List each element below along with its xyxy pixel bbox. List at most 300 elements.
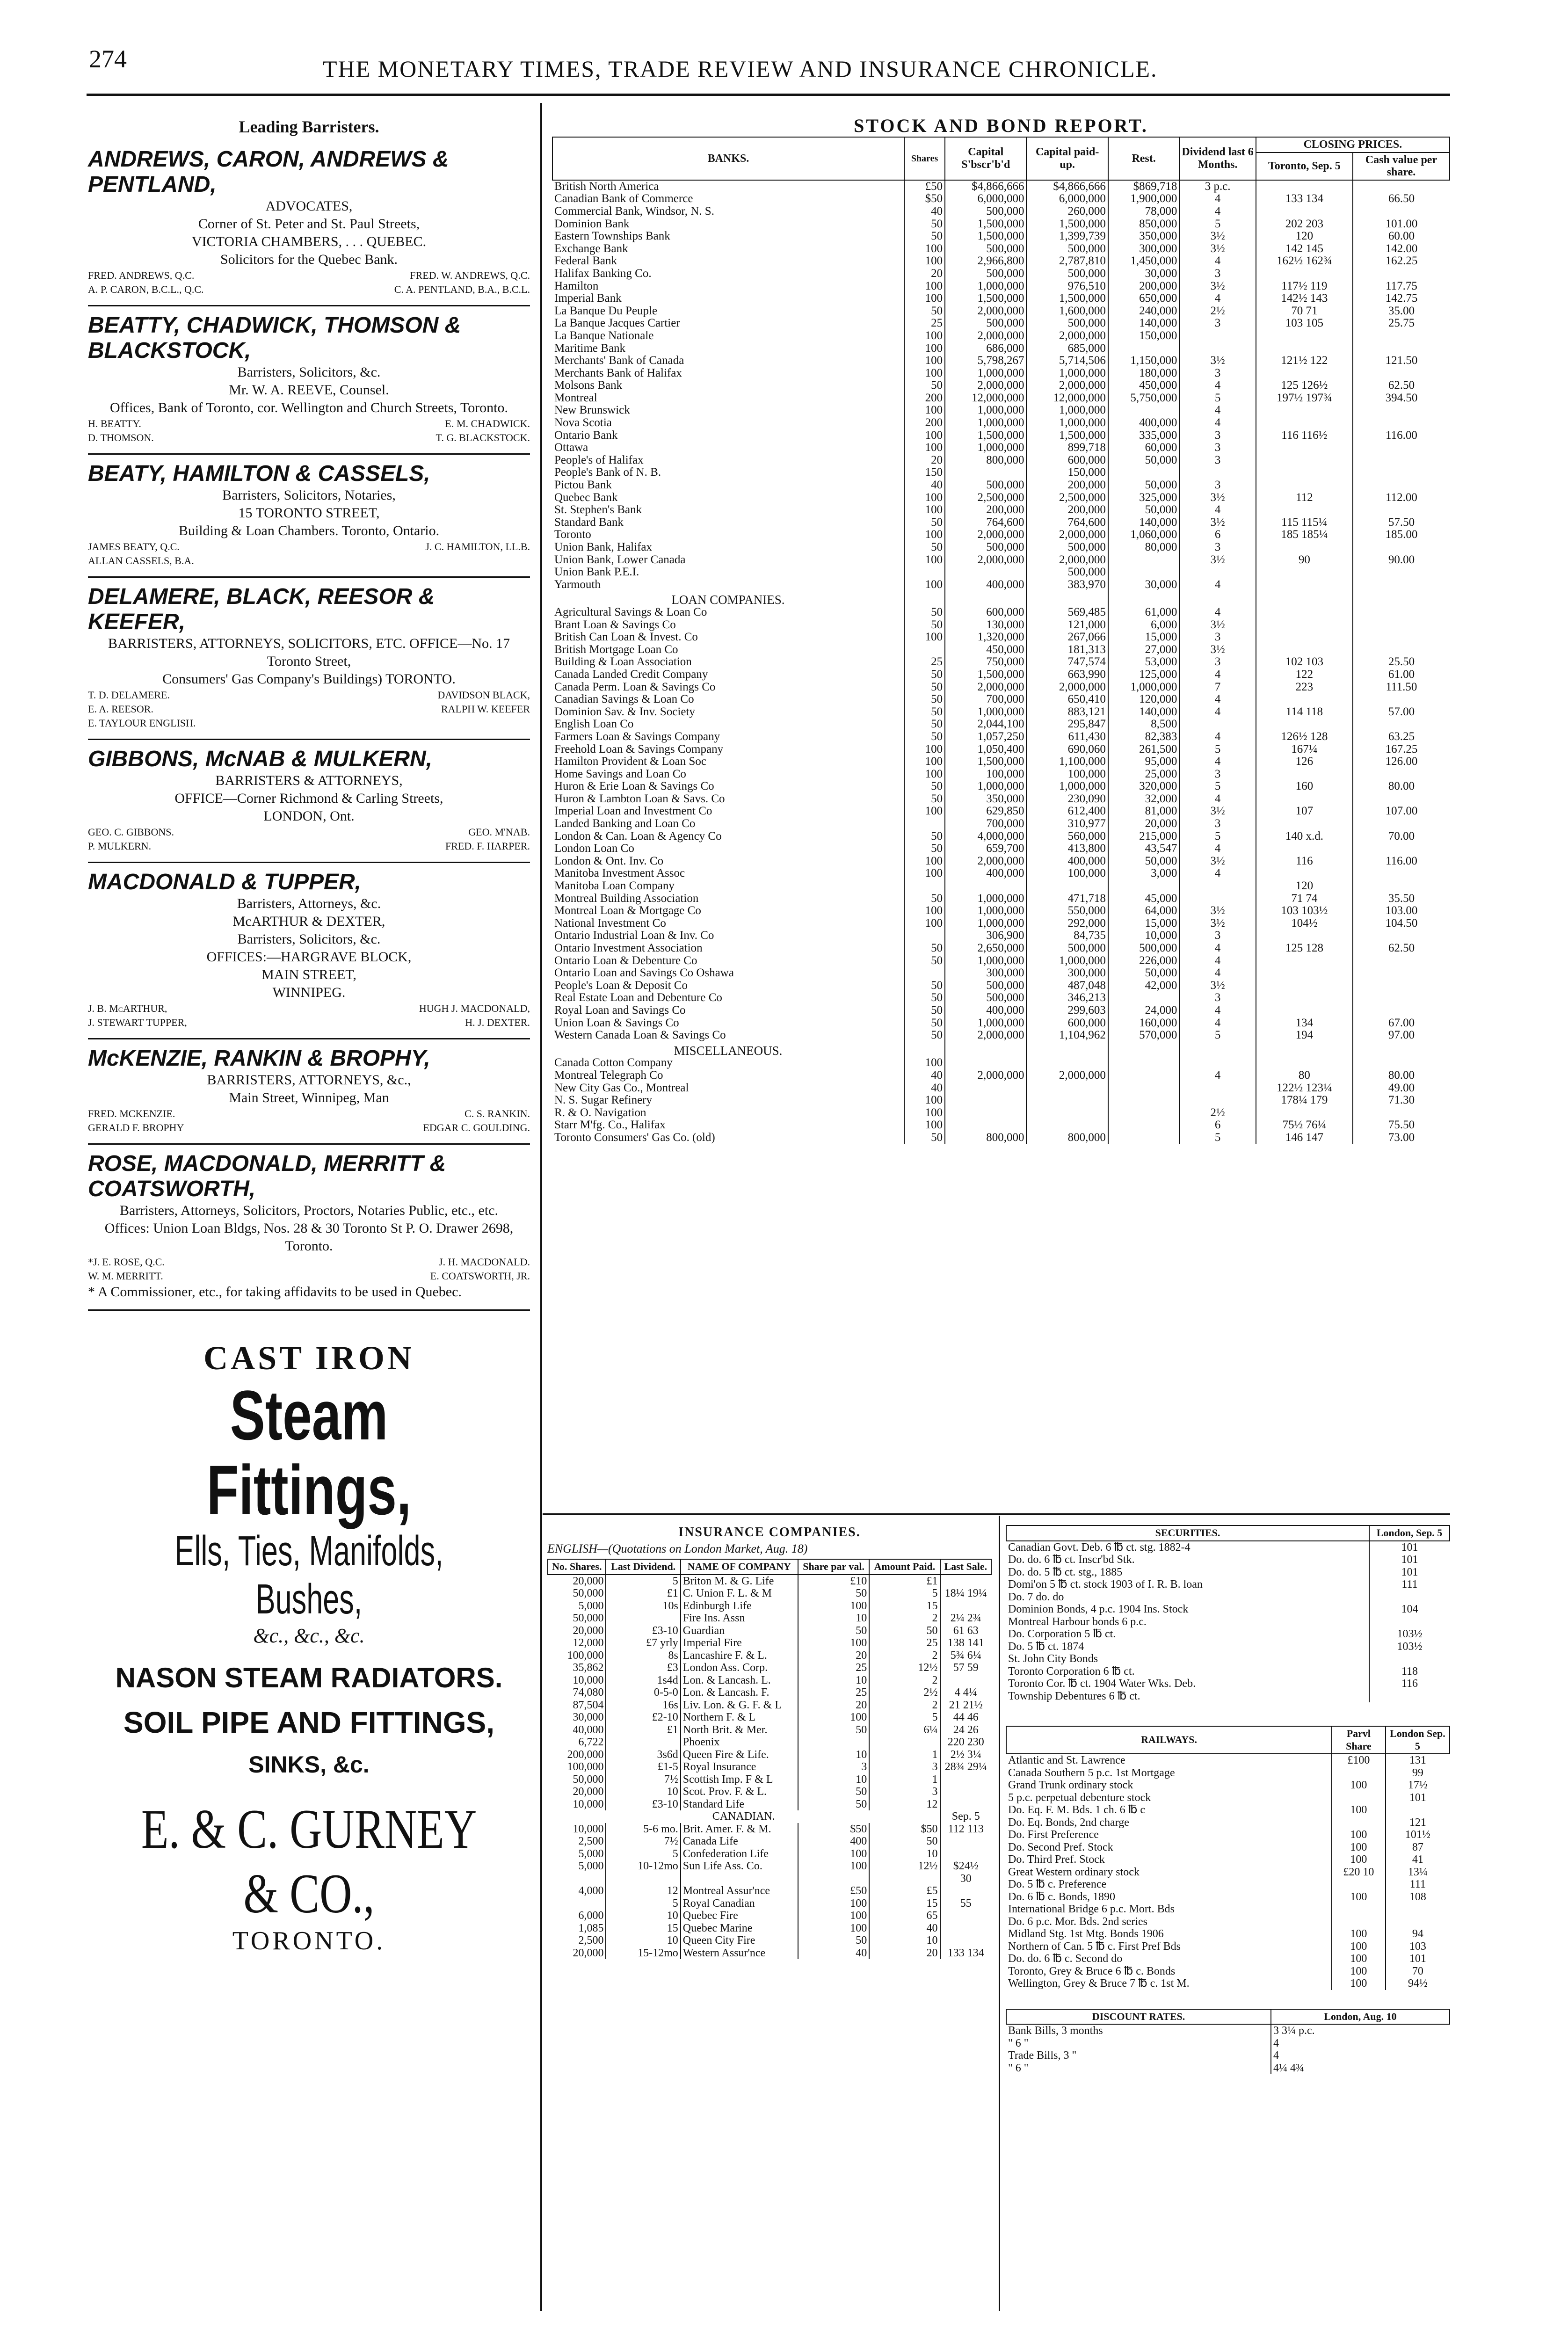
railway-name: International Bridge 6 p.c. Mort. Bds — [1008, 1903, 1175, 1915]
securities-col: London, Sep. 5 — [1369, 1525, 1450, 1541]
partner-pair — [88, 1002, 530, 1016]
advert-headline: Steam Fittings, — [206, 1376, 412, 1529]
stock-cell — [1026, 1094, 1108, 1107]
stock-name: Yarmouth — [554, 578, 601, 591]
insurance-row — [548, 1674, 991, 1687]
insurance-cell: £2-10 — [606, 1711, 680, 1724]
stock-cell: 140 x.d. — [1256, 830, 1353, 843]
railway-par: 100 — [1332, 1953, 1386, 1965]
railway-row — [1006, 1916, 1450, 1928]
stock-cell: 3 — [1179, 818, 1256, 830]
stock-row — [552, 768, 1450, 781]
stock-cell: 63.25 — [1353, 731, 1450, 743]
stock-cell — [945, 1057, 1026, 1069]
stock-cell: 50 — [904, 1017, 945, 1030]
railway-row — [1006, 1829, 1450, 1841]
stock-cell: 4 — [1179, 255, 1256, 268]
column-divider — [540, 103, 542, 2311]
insurance-cell: Liv. Lon. & G. F. & L — [681, 1699, 798, 1712]
securities-row — [1006, 1541, 1450, 1554]
firm-name: BEATY, HAMILTON & CASSELS, — [88, 461, 430, 486]
discount-rate: 4¼ 4¾ — [1271, 2062, 1450, 2075]
stock-row — [552, 317, 1450, 330]
stock-name: Halifax Banking Co. — [554, 267, 652, 280]
stock-name: Real Estate Loan and Debenture Co — [554, 992, 722, 1004]
stock-cell: 3½ — [1179, 355, 1256, 367]
stock-name: Farmers Loan & Savings Company — [554, 730, 720, 743]
stock-cell: 114 118 — [1256, 706, 1353, 719]
securities-title: SECURITIES. — [1006, 1525, 1369, 1541]
stock-cell — [1108, 992, 1180, 1004]
stock-cell — [1108, 1082, 1180, 1095]
stock-cell — [1353, 843, 1450, 855]
discount-label: " 6 " — [1008, 2037, 1029, 2049]
insurance-cell: £7 yrly — [606, 1637, 680, 1649]
partner-name: ALLAN CASSELS, B.A. — [88, 555, 194, 567]
stock-cell: 1,100,000 — [1026, 755, 1108, 768]
insurance-row — [548, 1724, 991, 1736]
stock-cell: 4 — [1179, 205, 1256, 218]
stock-cell: 50 — [904, 718, 945, 731]
blank-cell — [1108, 591, 1180, 606]
stock-cell: 197½ 197¾ — [1256, 392, 1353, 405]
insurance-cell: 133 134 — [940, 1947, 991, 1960]
stock-name: Union Bank P.E.I. — [554, 566, 639, 579]
railway-row — [1006, 1779, 1450, 1792]
stock-cell — [1026, 1119, 1108, 1132]
insurance-cell: 28¾ 29¼ — [940, 1761, 991, 1773]
stock-row — [552, 255, 1450, 268]
stock-cell: 80.00 — [1353, 780, 1450, 793]
insurance-cell — [681, 1873, 798, 1885]
stock-name: Quebec Bank — [554, 491, 618, 504]
stock-name: Montreal Building Association — [554, 892, 699, 905]
stock-row — [552, 404, 1450, 417]
stock-row — [552, 355, 1450, 367]
blank-cell — [1026, 591, 1108, 606]
stock-cell: 4 — [1179, 193, 1256, 205]
insurance-cell: 5 — [606, 1848, 680, 1860]
stock-cell: 200,000 — [1108, 280, 1180, 293]
stock-name: Starr M'fg. Co., Halifax — [554, 1119, 666, 1132]
insurance-cell: Fire Ins. Assn — [681, 1612, 798, 1625]
stock-row — [552, 830, 1450, 843]
stock-cell — [1179, 342, 1256, 355]
stock-cell: 162½ 162¾ — [1256, 255, 1353, 268]
railway-par: £100 — [1332, 1754, 1386, 1767]
security-price — [1369, 1616, 1450, 1628]
firm-line: Mr. W. A. REEVE, Counsel. — [229, 382, 389, 398]
stock-cell: 71.30 — [1353, 1094, 1450, 1107]
stock-cell: 104½ — [1256, 917, 1353, 930]
stock-cell: 160,000 — [1108, 1017, 1180, 1030]
partner-name: FRED. ANDREWS, Q.C. — [88, 269, 195, 281]
partner-pair — [88, 269, 530, 283]
stock-cell: 2,000,000 — [1026, 1069, 1108, 1082]
stock-cell: 90 — [1256, 554, 1353, 567]
stock-cell: 142½ 143 — [1256, 292, 1353, 305]
insurance-cell: 2,500 — [578, 1934, 604, 1947]
insurance-cell: 20 — [869, 1947, 940, 1960]
security-name: Do. do. 6 ℔ ct. Inscr'bd Stk. — [1008, 1554, 1135, 1566]
stock-name: People's Loan & Deposit Co — [554, 979, 688, 992]
railway-row — [1006, 1940, 1450, 1953]
stock-cell — [1108, 1107, 1180, 1119]
insurance-row — [548, 1625, 991, 1637]
insurance-cell: Edinburgh Life — [681, 1600, 798, 1613]
advert-line: Ells, Ties, Manifolds, Bushes, — [174, 1528, 443, 1623]
stock-cell: 686,000 — [945, 342, 1026, 355]
stock-cell: 471,718 — [1026, 893, 1108, 905]
railway-price — [1386, 1804, 1450, 1816]
stock-cell: 850,000 — [1108, 218, 1180, 231]
firm-line: Main Street, Winnipeg, Man — [229, 1090, 389, 1105]
insurance-cell: 20,000 — [573, 1575, 604, 1587]
firm-card — [88, 1145, 530, 1311]
stock-cell: 800,000 — [1026, 1132, 1108, 1144]
security-name: St. John City Bonds — [1008, 1653, 1098, 1665]
stock-cell: 4 — [1179, 693, 1256, 706]
insurance-cell: Quebec Marine — [681, 1922, 798, 1935]
insurance-cell: 5,000 — [578, 1847, 604, 1860]
railway-price: 101 — [1386, 1792, 1450, 1804]
railway-name: Grand Trunk ordinary stock — [1008, 1779, 1133, 1791]
stock-cell: 50 — [904, 706, 945, 719]
firm-line: McARTHUR & DEXTER, — [232, 914, 385, 929]
stock-cell: 100 — [904, 867, 945, 880]
insurance-row — [548, 1922, 991, 1935]
stock-cell: 50 — [904, 893, 945, 905]
security-name: Dominion Bonds, 4 p.c. 1904 Ins. Stock — [1008, 1603, 1189, 1615]
stock-cell: $4,866,666 — [1026, 180, 1108, 193]
insurance-cell — [548, 1873, 606, 1885]
insurance-col-header: Share par val. — [798, 1559, 869, 1575]
stock-row — [552, 479, 1450, 492]
stock-row — [552, 442, 1450, 454]
railway-par: 100 — [1332, 1841, 1386, 1854]
stock-cell: 178¼ 179 — [1256, 1094, 1353, 1107]
stock-name: N. S. Sugar Refinery — [554, 1094, 652, 1107]
stock-row — [552, 1004, 1450, 1017]
stock-cell: 103 105 — [1256, 317, 1353, 330]
stock-row — [552, 205, 1450, 218]
stock-cell: 3 — [1179, 317, 1256, 330]
stock-cell — [1353, 718, 1450, 731]
stock-cell: 3,000 — [1108, 867, 1180, 880]
stock-cell — [1353, 541, 1450, 554]
stock-row — [552, 693, 1450, 706]
stock-cell: 1,500,000 — [945, 292, 1026, 305]
stock-name: Montreal Telegraph Co — [554, 1069, 663, 1082]
running-head: THE MONETARY TIMES, TRADE REVIEW AND INSURANCE CHRONICLE. — [323, 56, 1158, 82]
discount-col: London, Aug. 10 — [1271, 2009, 1450, 2025]
stock-cell: 100 — [904, 330, 945, 342]
firm-name: BEATTY, CHADWICK, THOMSON & BLACKSTOCK, — [88, 313, 461, 363]
stock-row — [552, 292, 1450, 305]
stock-cell: 10,000 — [1108, 930, 1180, 942]
stock-cell: 100 — [904, 292, 945, 305]
partner-pair — [88, 716, 530, 730]
insurance-cell: 20,000 — [573, 1947, 604, 1959]
stock-cell: 100 — [904, 1107, 945, 1119]
stock-cell: 1,000,000 — [945, 367, 1026, 380]
stock-cell: 160 — [1256, 780, 1353, 793]
insurance-cell: 3 — [798, 1761, 869, 1773]
stock-name: Freehold Loan & Savings Company — [554, 743, 724, 755]
stock-cell: 111.50 — [1353, 681, 1450, 694]
stock-cell: 747,574 — [1026, 656, 1108, 668]
discount-row — [1006, 2024, 1450, 2037]
railway-price: 111 — [1386, 1878, 1450, 1891]
stock-cell: 1,500,000 — [945, 230, 1026, 243]
stock-name: Ontario Loan and Savings Co Oshawa — [554, 967, 734, 980]
insurance-row — [548, 1798, 991, 1811]
securities-row — [1006, 1603, 1450, 1616]
firm-card — [88, 306, 530, 455]
stock-cell: 5,750,000 — [1108, 392, 1180, 405]
railway-par: 100 — [1332, 1853, 1386, 1866]
insurance-cell: Canada Life — [681, 1835, 798, 1848]
stock-cell: 50,000 — [1108, 504, 1180, 516]
railway-row — [1006, 1804, 1450, 1816]
partner-name: J. STEWART TUPPER, — [88, 1017, 187, 1028]
insurance-cell: 10,000 — [573, 1823, 604, 1835]
insurance-cell: 1,085 — [578, 1922, 604, 1934]
partner-pair — [88, 1016, 530, 1030]
stock-cell: 3½ — [1179, 980, 1256, 992]
stock-cell: 663,990 — [1026, 668, 1108, 681]
stock-cell: 100 — [904, 1094, 945, 1107]
security-name: Montreal Harbour bonds 6 p.c. — [1008, 1615, 1147, 1628]
railway-price: 94 — [1386, 1928, 1450, 1940]
stock-cell — [1108, 466, 1180, 479]
insurance-cell: 87,504 — [573, 1699, 604, 1711]
stock-cell: 100 — [904, 255, 945, 268]
stock-cell — [1353, 992, 1450, 1004]
stock-cell: 95,000 — [1108, 755, 1180, 768]
stock-name: Imperial Bank — [554, 292, 622, 305]
stock-cell — [1353, 880, 1450, 893]
stock-name: Dominion Sav. & Inv. Society — [554, 705, 695, 718]
stock-cell: 20 — [904, 454, 945, 467]
insurance-row — [548, 1587, 991, 1600]
security-price: 111 — [1369, 1578, 1450, 1591]
stock-cell: $869,718 — [1108, 180, 1180, 193]
stock-cell: 215,000 — [1108, 830, 1180, 843]
stock-cell: 6 — [1179, 1119, 1256, 1132]
insurance-cell: 20 — [798, 1649, 869, 1662]
stock-cell: 306,900 — [945, 930, 1026, 942]
stock-row — [552, 193, 1450, 205]
insurance-cell: 10,000 — [573, 1674, 604, 1686]
stock-cell: 121.50 — [1353, 355, 1450, 367]
stock-name: Landed Banking and Loan Co — [554, 818, 696, 830]
stock-cell: 5 — [1179, 218, 1256, 231]
stock-cell — [1256, 992, 1353, 1004]
insurance-cell: 50 — [869, 1625, 940, 1637]
security-price — [1369, 1653, 1450, 1665]
stock-row — [552, 843, 1450, 855]
stock-name: British Mortgage Loan Co — [554, 643, 678, 656]
stock-cell: 500,000 — [945, 317, 1026, 330]
stock-cell: 202 203 — [1256, 218, 1353, 231]
stock-name: Imperial Loan and Investment Co — [554, 805, 712, 818]
security-name: Do. do. 5 ℔ ct. stg., 1885 — [1008, 1566, 1123, 1578]
insurance-row — [548, 1612, 991, 1625]
stock-cell: 500,000 — [1026, 541, 1108, 554]
stock-cell: 400,000 — [1026, 855, 1108, 868]
canadian-heading-row — [548, 1810, 991, 1823]
stock-cell: 80.00 — [1353, 1069, 1450, 1082]
stock-name: Maritime Bank — [554, 342, 626, 355]
stock-row — [552, 305, 1450, 318]
discount-rate: 3 3¼ p.c. — [1271, 2024, 1450, 2037]
stock-cell — [1256, 579, 1353, 591]
insurance-cell: Phoenix — [681, 1736, 798, 1749]
stock-cell: 82,383 — [1108, 731, 1180, 743]
stock-cell: 120 — [1256, 880, 1353, 893]
blank-cell — [1179, 1042, 1256, 1057]
insurance-cell: 15 — [869, 1600, 940, 1613]
insurance-cell: 15 — [606, 1922, 680, 1935]
discount-label: " 6 " — [1008, 2062, 1029, 2074]
stock-row — [552, 942, 1450, 955]
stock-cell — [1108, 1069, 1180, 1082]
securities-row — [1006, 1641, 1450, 1653]
stock-cell: 300,000 — [1026, 967, 1108, 980]
stock-cell — [1256, 180, 1353, 193]
stock-cell: 6,000 — [1108, 619, 1180, 632]
firm-line: Barristers, Attorneys, &c. — [237, 896, 381, 911]
partner-name: H. J. DEXTER. — [465, 1017, 530, 1028]
security-name: Canadian Govt. Deb. 6 ℔ ct. stg. 1882-4 — [1008, 1541, 1191, 1554]
insurance-cell: 40 — [869, 1922, 940, 1935]
stock-cell — [1108, 566, 1180, 579]
stock-row — [552, 466, 1450, 479]
security-price — [1369, 1690, 1450, 1703]
stock-cell: 40 — [904, 1069, 945, 1082]
stock-row — [552, 867, 1450, 880]
stock-cell — [1256, 843, 1353, 855]
stock-cell: 570,000 — [1108, 1029, 1180, 1042]
security-name: Domi'on 5 ℔ ct. stock 1903 of I. R. B. loan — [1008, 1578, 1203, 1591]
stock-cell: 226,000 — [1108, 955, 1180, 967]
stock-cell: 1,000,000 — [945, 417, 1026, 429]
stock-cell: 2,000,000 — [945, 379, 1026, 392]
stock-cell: 1,000,000 — [945, 893, 1026, 905]
stock-cell: 2,000,000 — [1026, 330, 1108, 342]
stock-cell — [1179, 893, 1256, 905]
insurance-cell: 100 — [798, 1848, 869, 1860]
railway-name: Do. Third Pref. Stock — [1008, 1853, 1105, 1866]
partner-name: DAVIDSON BLACK, — [437, 689, 530, 701]
stock-row — [552, 668, 1450, 681]
railway-price: 108 — [1386, 1891, 1450, 1903]
insurance-cell: 12 — [869, 1798, 940, 1811]
insurance-col-header: Amount Paid. — [869, 1559, 940, 1575]
insurance-cell: 50 — [869, 1835, 940, 1848]
partner-name: E. M. CHADWICK. — [445, 418, 530, 429]
insurance-cell: £5 — [869, 1885, 940, 1897]
security-price: 101 — [1369, 1566, 1450, 1579]
stock-cell — [904, 644, 945, 656]
stock-cell: 267,066 — [1026, 631, 1108, 644]
stock-cell: 4 — [1179, 292, 1256, 305]
stock-cell: 101.00 — [1353, 218, 1450, 231]
stock-row — [552, 855, 1450, 868]
stock-cell — [945, 466, 1026, 479]
stock-cell: 100 — [904, 280, 945, 293]
insurance-cell — [798, 1873, 869, 1885]
railway-row — [1006, 1977, 1450, 1990]
insurance-cell: 6¼ — [869, 1724, 940, 1736]
discount-table — [1006, 2009, 1450, 2075]
stock-cell: 1,000,000 — [945, 280, 1026, 293]
stock-cell: 50,000 — [1108, 454, 1180, 467]
insurance-cell: 30,000 — [573, 1711, 604, 1723]
stock-cell: 116 116½ — [1256, 429, 1353, 442]
blank-cell — [1353, 591, 1450, 606]
col-dividend: Dividend last 6 Months. — [1179, 137, 1256, 180]
insurance-cell: 200,000 — [567, 1748, 604, 1761]
stock-cell — [1108, 554, 1180, 567]
stock-cell: 40 — [904, 479, 945, 492]
partner-pair — [88, 540, 530, 554]
security-name: Toronto Cor. ℔ ct. 1904 Water Wks. Deb. — [1008, 1678, 1196, 1690]
insurance-cell: 3 — [869, 1761, 940, 1773]
railway-name: Northern of Can. 5 ℔ c. First Pref Bds — [1008, 1940, 1181, 1953]
stock-cell: 500,000 — [1108, 942, 1180, 955]
insurance-cell: 8s — [606, 1649, 680, 1662]
insurance-row — [548, 1749, 991, 1761]
stock-cell: 100 — [904, 1057, 945, 1069]
stock-name: Canada Perm. Loan & Savings Co — [554, 681, 716, 693]
stock-cell — [1353, 693, 1450, 706]
insurance-cell: 40,000 — [573, 1723, 604, 1736]
stock-name: Dominion Bank — [554, 218, 630, 230]
stock-cell: 100 — [904, 579, 945, 591]
stock-cell: 3 — [1179, 454, 1256, 467]
partner-name: GEO. C. GIBBONS. — [88, 826, 174, 838]
insurance-cell: 50 — [798, 1587, 869, 1600]
insurance-row — [548, 1773, 991, 1786]
stock-cell: 30,000 — [1108, 268, 1180, 280]
stock-row — [552, 367, 1450, 380]
stock-cell: 2,500,000 — [1026, 492, 1108, 504]
stock-cell: 130,000 — [945, 619, 1026, 632]
stock-cell: 4 — [1179, 606, 1256, 619]
stock-cell: 1,500,000 — [945, 668, 1026, 681]
stock-cell — [1353, 342, 1450, 355]
stock-cell: 2½ — [1179, 1107, 1256, 1119]
stock-cell — [1256, 504, 1353, 516]
stock-cell: 50 — [904, 693, 945, 706]
railway-price: 101½ — [1386, 1829, 1450, 1841]
insurance-cell: 10-12mo — [606, 1860, 680, 1873]
stock-cell: 117½ 119 — [1256, 280, 1353, 293]
stock-cell — [1256, 631, 1353, 644]
stock-cell: 112 — [1256, 492, 1353, 504]
insurance-cell: 2 — [869, 1612, 940, 1625]
stock-name: Building & Loan Association — [554, 656, 692, 668]
stock-name: Montreal — [554, 392, 597, 404]
stock-cell: 133 134 — [1256, 193, 1353, 205]
stock-cell: 685,000 — [1026, 342, 1108, 355]
stock-row — [552, 743, 1450, 756]
stock-cell: 3½ — [1179, 516, 1256, 529]
insurance-cell: 5 — [606, 1897, 680, 1910]
stock-cell: 500,000 — [1026, 566, 1108, 579]
